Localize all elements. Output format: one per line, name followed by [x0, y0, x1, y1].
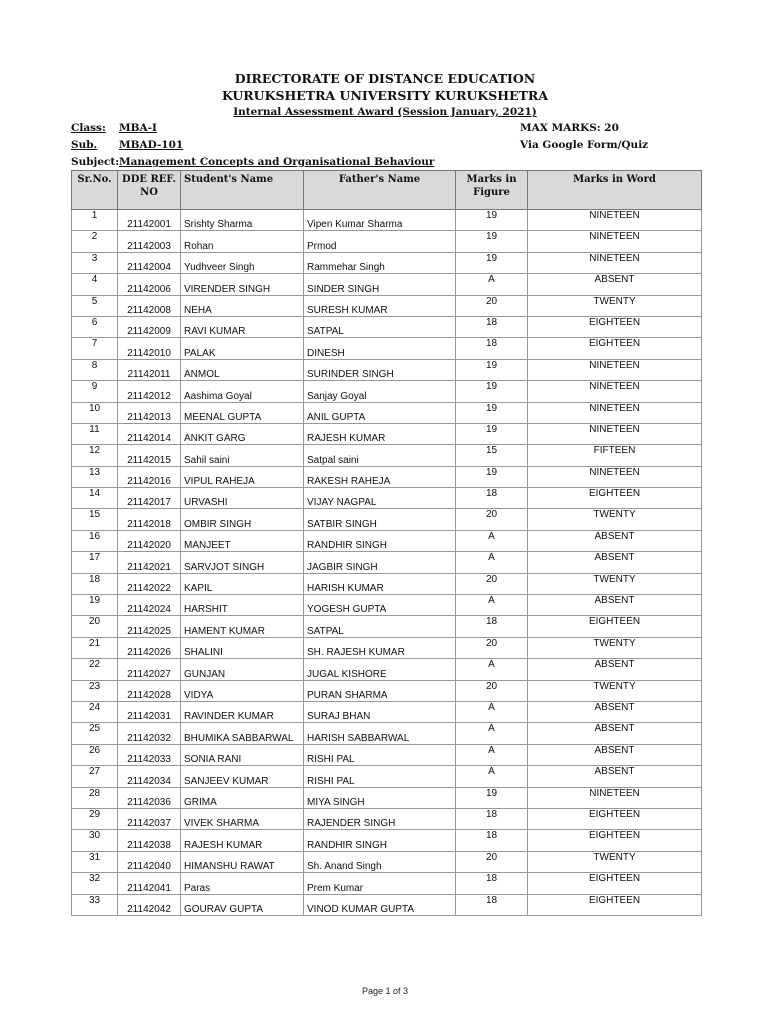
table-row [72, 552, 702, 573]
marks-word-cell: NINETEEN [528, 402, 702, 423]
father-name-cell: SURAJ BHAN [304, 701, 456, 722]
father-name-cell: Satpal saini [304, 445, 456, 466]
table-row [72, 723, 702, 744]
marks-word-cell: ABSENT [528, 744, 702, 765]
marks-figure-cell: 18 [456, 830, 528, 851]
table-row [72, 894, 702, 915]
table-row [72, 851, 702, 872]
student-name-cell: GOURAV GUPTA [181, 894, 304, 915]
sr-no-cell: 13 [72, 466, 118, 487]
student-name-cell: VIRENDER SINGH [181, 274, 304, 295]
marks-word-cell: TWENTY [528, 509, 702, 530]
table-row [72, 808, 702, 829]
dde-ref-cell: 21142027 [118, 659, 181, 680]
marks-word-cell: EIGHTEEN [528, 830, 702, 851]
marks-figure-cell: A [456, 701, 528, 722]
marks-figure-cell: 20 [456, 851, 528, 872]
header-marks-figure [456, 171, 528, 210]
sr-no-cell: 4 [72, 274, 118, 295]
sr-no-cell: 16 [72, 530, 118, 551]
table-row [72, 423, 702, 444]
table-row [72, 381, 702, 402]
table-row [72, 830, 702, 851]
dde-ref-cell: 21142042 [118, 894, 181, 915]
marks-word-cell: EIGHTEEN [528, 616, 702, 637]
father-name-cell: Prmod [304, 231, 456, 252]
header-student-name: Student's Name [181, 171, 304, 210]
sr-no-cell: 15 [72, 509, 118, 530]
student-name-cell: RAVI KUMAR [181, 316, 304, 337]
marks-figure-cell: A [456, 595, 528, 616]
student-name-cell: VIVEK SHARMA [181, 808, 304, 829]
dde-ref-cell: 21142021 [118, 552, 181, 573]
marks-figure-cell: 15 [456, 445, 528, 466]
student-name-cell: HARSHIT [181, 595, 304, 616]
father-name-cell: Sanjay Goyal [304, 381, 456, 402]
dde-ref-cell: 21142016 [118, 466, 181, 487]
marks-figure-cell: A [456, 744, 528, 765]
marks-figure-cell: 20 [456, 509, 528, 530]
student-name-cell: GRIMA [181, 787, 304, 808]
father-name-cell: SURESH KUMAR [304, 295, 456, 316]
student-name-cell: HAMENT KUMAR [181, 616, 304, 637]
marks-figure-cell: 20 [456, 295, 528, 316]
sr-no-cell: 3 [72, 252, 118, 273]
table-row [72, 210, 702, 231]
father-name-cell: SATPAL [304, 616, 456, 637]
table-row [72, 316, 702, 337]
marks-word-cell: NINETEEN [528, 381, 702, 402]
sub-label: Sub. [71, 139, 98, 151]
marks-figure-cell: 20 [456, 637, 528, 658]
award-table-body [72, 210, 702, 916]
marks-word-cell: EIGHTEEN [528, 894, 702, 915]
dde-ref-cell: 21142038 [118, 830, 181, 851]
father-name-cell: RAJENDER SINGH [304, 808, 456, 829]
sr-no-cell: 32 [72, 873, 118, 894]
marks-figure-cell: 18 [456, 873, 528, 894]
student-name-cell: URVASHI [181, 488, 304, 509]
directorate-title: DIRECTORATE OF DISTANCE EDUCATION [234, 71, 536, 86]
table-row [72, 488, 702, 509]
table-header-row [72, 171, 702, 210]
table-row [72, 744, 702, 765]
student-name-cell: Yudhveer Singh [181, 252, 304, 273]
father-name-cell: JAGBIR SINGH [304, 552, 456, 573]
father-name-cell: SURINDER SINGH [304, 359, 456, 380]
student-name-cell: GUNJAN [181, 659, 304, 680]
marks-word-cell: ABSENT [528, 530, 702, 551]
marks-word-cell: TWENTY [528, 295, 702, 316]
marks-figure-cell: A [456, 552, 528, 573]
header-dde-ref-line2: NO [140, 187, 158, 198]
dde-ref-cell: 21142028 [118, 680, 181, 701]
sr-no-cell: 8 [72, 359, 118, 380]
marks-figure-cell: 20 [456, 680, 528, 701]
class-label: Class: [71, 122, 106, 134]
table-row [72, 873, 702, 894]
subject-value: Management Concepts and Organisational Behaviour [119, 156, 435, 168]
student-name-cell: MANJEET [181, 530, 304, 551]
marks-word-cell: NINETEEN [528, 787, 702, 808]
father-name-cell: HARISH SABBARWAL [304, 723, 456, 744]
student-name-cell: NEHA [181, 295, 304, 316]
marks-word-cell: ABSENT [528, 659, 702, 680]
sr-no-cell: 1 [72, 210, 118, 231]
table-row [72, 231, 702, 252]
table-row [72, 637, 702, 658]
marks-word-cell: ABSENT [528, 274, 702, 295]
dde-ref-cell: 21142034 [118, 766, 181, 787]
father-name-cell: Sh. Anand Singh [304, 851, 456, 872]
sr-no-cell: 33 [72, 894, 118, 915]
table-row [72, 680, 702, 701]
table-row [72, 573, 702, 594]
sr-no-cell: 6 [72, 316, 118, 337]
sr-no-cell: 21 [72, 637, 118, 658]
sr-no-cell: 10 [72, 402, 118, 423]
student-name-cell: VIDYA [181, 680, 304, 701]
sr-no-cell: 9 [72, 381, 118, 402]
sr-no-cell: 5 [72, 295, 118, 316]
dde-ref-cell: 21142024 [118, 595, 181, 616]
marks-word-cell: EIGHTEEN [528, 808, 702, 829]
sr-no-cell: 12 [72, 445, 118, 466]
dde-ref-cell: 21142004 [118, 252, 181, 273]
table-row [72, 402, 702, 423]
subject-label: Subject: [71, 156, 120, 168]
marks-figure-cell: 18 [456, 894, 528, 915]
dde-ref-cell: 21142026 [118, 637, 181, 658]
dde-ref-cell: 21142017 [118, 488, 181, 509]
dde-ref-cell: 21142036 [118, 787, 181, 808]
student-name-cell: Paras [181, 873, 304, 894]
student-name-cell: BHUMIKA SABBARWAL [181, 723, 304, 744]
table-row [72, 787, 702, 808]
father-name-cell: Rammehar Singh [304, 252, 456, 273]
sr-no-cell: 27 [72, 766, 118, 787]
marks-figure-cell: 19 [456, 252, 528, 273]
marks-figure-cell: 19 [456, 787, 528, 808]
father-name-cell: SATPAL [304, 316, 456, 337]
dde-ref-cell: 21142020 [118, 530, 181, 551]
father-name-cell: PURAN SHARMA [304, 680, 456, 701]
father-name-cell: VINOD KUMAR GUPTA [304, 894, 456, 915]
marks-word-cell: ABSENT [528, 723, 702, 744]
sr-no-cell: 23 [72, 680, 118, 701]
max-marks: MAX MARKS: 20 [520, 122, 619, 134]
student-name-cell: SANJEEV KUMAR [181, 766, 304, 787]
student-name-cell: HIMANSHU RAWAT [181, 851, 304, 872]
student-name-cell: SARVJOT SINGH [181, 552, 304, 573]
dde-ref-cell: 21142008 [118, 295, 181, 316]
header-father-name: Father's Name [304, 171, 456, 210]
page-number: Page 1 of 3 [361, 986, 409, 996]
student-name-cell: SONIA RANI [181, 744, 304, 765]
marks-word-cell: TWENTY [528, 851, 702, 872]
sr-no-cell: 2 [72, 231, 118, 252]
assessment-mode: Via Google Form/Quiz [520, 139, 649, 151]
table-row [72, 659, 702, 680]
student-name-cell: KAPIL [181, 573, 304, 594]
marks-word-cell: TWENTY [528, 680, 702, 701]
table-row [72, 466, 702, 487]
marks-figure-cell: 18 [456, 616, 528, 637]
award-subtitle: Internal Assessment Award (Session January, 2021) [233, 106, 537, 118]
header-marks-figure-line2: Figure [473, 187, 510, 198]
dde-ref-cell: 21142011 [118, 359, 181, 380]
student-name-cell: Srishty Sharma [181, 210, 304, 231]
student-name-cell: PALAK [181, 338, 304, 359]
father-name-cell: SATBIR SINGH [304, 509, 456, 530]
dde-ref-cell: 21142003 [118, 231, 181, 252]
father-name-cell: Vipen Kumar Sharma [304, 210, 456, 231]
table-row [72, 530, 702, 551]
marks-word-cell: EIGHTEEN [528, 338, 702, 359]
dde-ref-cell: 21142006 [118, 274, 181, 295]
sub-value: MBAD-101 [119, 139, 184, 151]
dde-ref-cell: 21142031 [118, 701, 181, 722]
sr-no-cell: 19 [72, 595, 118, 616]
marks-word-cell: TWENTY [528, 637, 702, 658]
marks-figure-cell: 18 [456, 338, 528, 359]
class-value: MBA-I [119, 122, 157, 134]
marks-figure-cell: 18 [456, 808, 528, 829]
marks-figure-cell: 18 [456, 316, 528, 337]
sr-no-cell: 24 [72, 701, 118, 722]
marks-figure-cell: A [456, 659, 528, 680]
marks-figure-cell: 19 [456, 402, 528, 423]
father-name-cell: SH. RAJESH KUMAR [304, 637, 456, 658]
student-name-cell: Aashima Goyal [181, 381, 304, 402]
marks-figure-cell: 20 [456, 573, 528, 594]
marks-word-cell: ABSENT [528, 766, 702, 787]
table-row [72, 701, 702, 722]
table-row [72, 295, 702, 316]
marks-word-cell: TWENTY [528, 573, 702, 594]
father-name-cell: SINDER SINGH [304, 274, 456, 295]
sr-no-cell: 14 [72, 488, 118, 509]
dde-ref-cell: 21142001 [118, 210, 181, 231]
header-sr-no: Sr.No. [72, 171, 118, 210]
marks-figure-cell: A [456, 766, 528, 787]
marks-word-cell: NINETEEN [528, 210, 702, 231]
sr-no-cell: 22 [72, 659, 118, 680]
student-name-cell: Sahil saini [181, 445, 304, 466]
father-name-cell: MIYA SINGH [304, 787, 456, 808]
father-name-cell: ANIL GUPTA [304, 402, 456, 423]
dde-ref-cell: 21142032 [118, 723, 181, 744]
table-row [72, 766, 702, 787]
dde-ref-cell: 21142015 [118, 445, 181, 466]
marks-figure-cell: 19 [456, 210, 528, 231]
sr-no-cell: 26 [72, 744, 118, 765]
father-name-cell: Prem Kumar [304, 873, 456, 894]
sr-no-cell: 29 [72, 808, 118, 829]
father-name-cell: RISHI PAL [304, 744, 456, 765]
header-dde-ref [118, 171, 181, 210]
student-name-cell: ANKIT GARG [181, 423, 304, 444]
table-row [72, 252, 702, 273]
dde-ref-cell: 21142014 [118, 423, 181, 444]
student-name-cell: VIPUL RAHEJA [181, 466, 304, 487]
marks-word-cell: ABSENT [528, 552, 702, 573]
marks-word-cell: NINETEEN [528, 359, 702, 380]
father-name-cell: JUGAL KISHORE [304, 659, 456, 680]
marks-word-cell: NINETEEN [528, 231, 702, 252]
dde-ref-cell: 21142033 [118, 744, 181, 765]
marks-word-cell: EIGHTEEN [528, 488, 702, 509]
dde-ref-cell: 21142040 [118, 851, 181, 872]
marks-figure-cell: 18 [456, 488, 528, 509]
sr-no-cell: 25 [72, 723, 118, 744]
student-name-cell: OMBIR SINGH [181, 509, 304, 530]
dde-ref-cell: 21142018 [118, 509, 181, 530]
student-name-cell: ANMOL [181, 359, 304, 380]
sr-no-cell: 30 [72, 830, 118, 851]
university-title: KURUKSHETRA UNIVERSITY KURUKSHETRA [221, 88, 549, 103]
marks-word-cell: ABSENT [528, 701, 702, 722]
father-name-cell: RAKESH RAHEJA [304, 466, 456, 487]
header-marks-word: Marks in Word [528, 171, 702, 210]
marks-word-cell: FIFTEEN [528, 445, 702, 466]
marks-figure-cell: A [456, 723, 528, 744]
table-row [72, 274, 702, 295]
marks-figure-cell: 19 [456, 231, 528, 252]
dde-ref-cell: 21142009 [118, 316, 181, 337]
sr-no-cell: 17 [72, 552, 118, 573]
father-name-cell: DINESH [304, 338, 456, 359]
marks-figure-cell: 19 [456, 466, 528, 487]
father-name-cell: HARISH KUMAR [304, 573, 456, 594]
marks-word-cell: ABSENT [528, 595, 702, 616]
dde-ref-cell: 21142037 [118, 808, 181, 829]
sr-no-cell: 31 [72, 851, 118, 872]
header-dde-ref-line1: DDE REF. [122, 174, 176, 185]
marks-word-cell: EIGHTEEN [528, 316, 702, 337]
sr-no-cell: 20 [72, 616, 118, 637]
marks-word-cell: NINETEEN [528, 423, 702, 444]
father-name-cell: RANDHIR SINGH [304, 530, 456, 551]
table-row [72, 359, 702, 380]
table-row [72, 338, 702, 359]
sr-no-cell: 28 [72, 787, 118, 808]
student-name-cell: RAVINDER KUMAR [181, 701, 304, 722]
father-name-cell: VIJAY NAGPAL [304, 488, 456, 509]
marks-word-cell: EIGHTEEN [528, 873, 702, 894]
dde-ref-cell: 21142022 [118, 573, 181, 594]
award-table [71, 170, 702, 916]
header-marks-figure-line1: Marks in [466, 174, 517, 185]
marks-figure-cell: A [456, 530, 528, 551]
marks-figure-cell: 19 [456, 423, 528, 444]
table-row [72, 509, 702, 530]
sr-no-cell: 7 [72, 338, 118, 359]
sr-no-cell: 11 [72, 423, 118, 444]
sr-no-cell: 18 [72, 573, 118, 594]
dde-ref-cell: 21142041 [118, 873, 181, 894]
table-row [72, 595, 702, 616]
student-name-cell: Rohan [181, 231, 304, 252]
student-name-cell: SHALINI [181, 637, 304, 658]
student-name-cell: MEENAL GUPTA [181, 402, 304, 423]
dde-ref-cell: 21142025 [118, 616, 181, 637]
marks-figure-cell: 19 [456, 359, 528, 380]
marks-figure-cell: 19 [456, 381, 528, 402]
dde-ref-cell: 21142013 [118, 402, 181, 423]
father-name-cell: RISHI PAL [304, 766, 456, 787]
table-row [72, 445, 702, 466]
father-name-cell: RAJESH KUMAR [304, 423, 456, 444]
table-row [72, 616, 702, 637]
dde-ref-cell: 21142012 [118, 381, 181, 402]
father-name-cell: YOGESH GUPTA [304, 595, 456, 616]
father-name-cell: RANDHIR SINGH [304, 830, 456, 851]
marks-figure-cell: A [456, 274, 528, 295]
marks-word-cell: NINETEEN [528, 466, 702, 487]
marks-word-cell: NINETEEN [528, 252, 702, 273]
dde-ref-cell: 21142010 [118, 338, 181, 359]
student-name-cell: RAJESH KUMAR [181, 830, 304, 851]
